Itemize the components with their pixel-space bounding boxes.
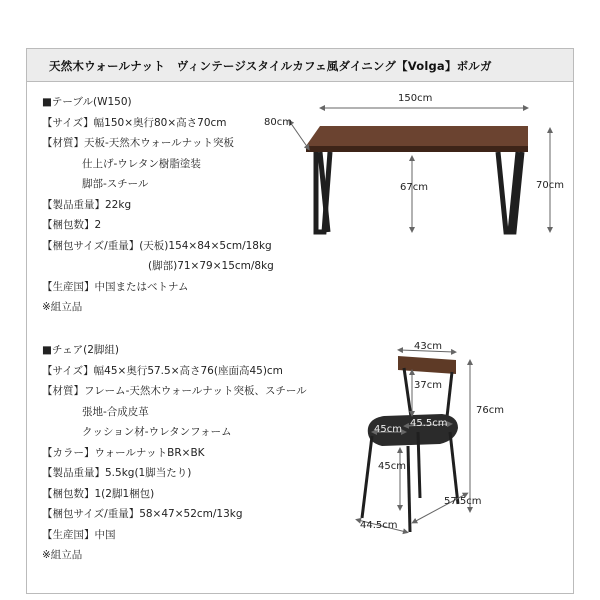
table-spec-material: 【材質】天板-天然木ウォールナット突板 xyxy=(42,137,234,149)
table-spec-weight: 【製品重量】22kg xyxy=(42,198,132,211)
chair-spec-size: 【サイズ】幅45×奥行57.5×高さ76(座面高45)cm xyxy=(42,364,283,377)
chair-seat-height-label: 45cm xyxy=(378,461,406,472)
chair-back-width-label: 43cm xyxy=(414,341,442,352)
chair-back-height-label: 37cm xyxy=(414,380,442,391)
table-spec-package-size: 【梱包サイズ/重量】(天板)154×84×5cm/18kg xyxy=(42,239,272,252)
chair-leg-back-left xyxy=(418,432,420,498)
chair-seat-width-label: 45cm xyxy=(374,424,402,435)
table-spec-heading: ■テーブル(W150) xyxy=(42,96,132,108)
table-width-label: 150cm xyxy=(398,93,433,104)
chair-spec-heading: ■チェア(2脚組) xyxy=(42,344,119,356)
chair-total-height-label: 76cm xyxy=(476,405,504,416)
chair-backrest xyxy=(398,356,456,374)
table-spec-package-size-legs: (脚部)71×79×15cm/8kg xyxy=(148,260,274,272)
table-spec-legs: 脚部-スチール xyxy=(82,178,149,190)
chair-spec-color: 【カラー】ウォールナットBR×BK xyxy=(42,446,205,459)
chair-spec-material: 【材質】フレーム-天然木ウォールナット突板、スチール xyxy=(42,385,307,397)
table-depth-label: 80cm xyxy=(264,117,292,128)
chair-spec-packages: 【梱包数】1(2脚1梱包) xyxy=(42,487,155,500)
chair-leg-back-right xyxy=(450,432,458,504)
chair-spec-origin: 【生産国】中国 xyxy=(42,528,116,541)
chair-leg-front-right xyxy=(408,446,410,532)
table-spec-assembly: ※組立品 xyxy=(42,301,83,313)
chair-spec-cushion: クッション材-ウレタンフォーム xyxy=(82,426,232,438)
chair-depth-label: 57.5cm xyxy=(444,496,482,507)
table-spec-packages: 【梱包数】2 xyxy=(42,219,102,231)
chair-width-label: 44.5cm xyxy=(360,520,398,531)
chair-leg-front-left xyxy=(362,436,372,518)
chair-spec-assembly: ※組立品 xyxy=(42,549,83,561)
chair-spec-package-size: 【梱包サイズ/重量】58×47×52cm/13kg xyxy=(42,508,243,520)
chair-seat-depth-label: 45.5cm xyxy=(410,418,448,429)
product-title: 天然木ウォールナット ヴィンテージスタイルカフェ風ダイニング【Volga】ボルガ xyxy=(49,59,492,73)
chair-spec-weight: 【製品重量】5.5kg(1脚当たり) xyxy=(42,467,192,479)
table-leg-height-label: 67cm xyxy=(400,182,428,193)
table-spec-size: 【サイズ】幅150×奥行80×高さ70cm xyxy=(42,116,227,129)
table-spec-origin: 【生産国】中国またはベトナム xyxy=(42,280,189,293)
table-total-height-label: 70cm xyxy=(536,180,564,191)
chair-spec-upholstery: 張地-合成皮革 xyxy=(82,405,149,418)
table-spec-finish: 仕上げ-ウレタン樹脂塗装 xyxy=(82,157,201,170)
